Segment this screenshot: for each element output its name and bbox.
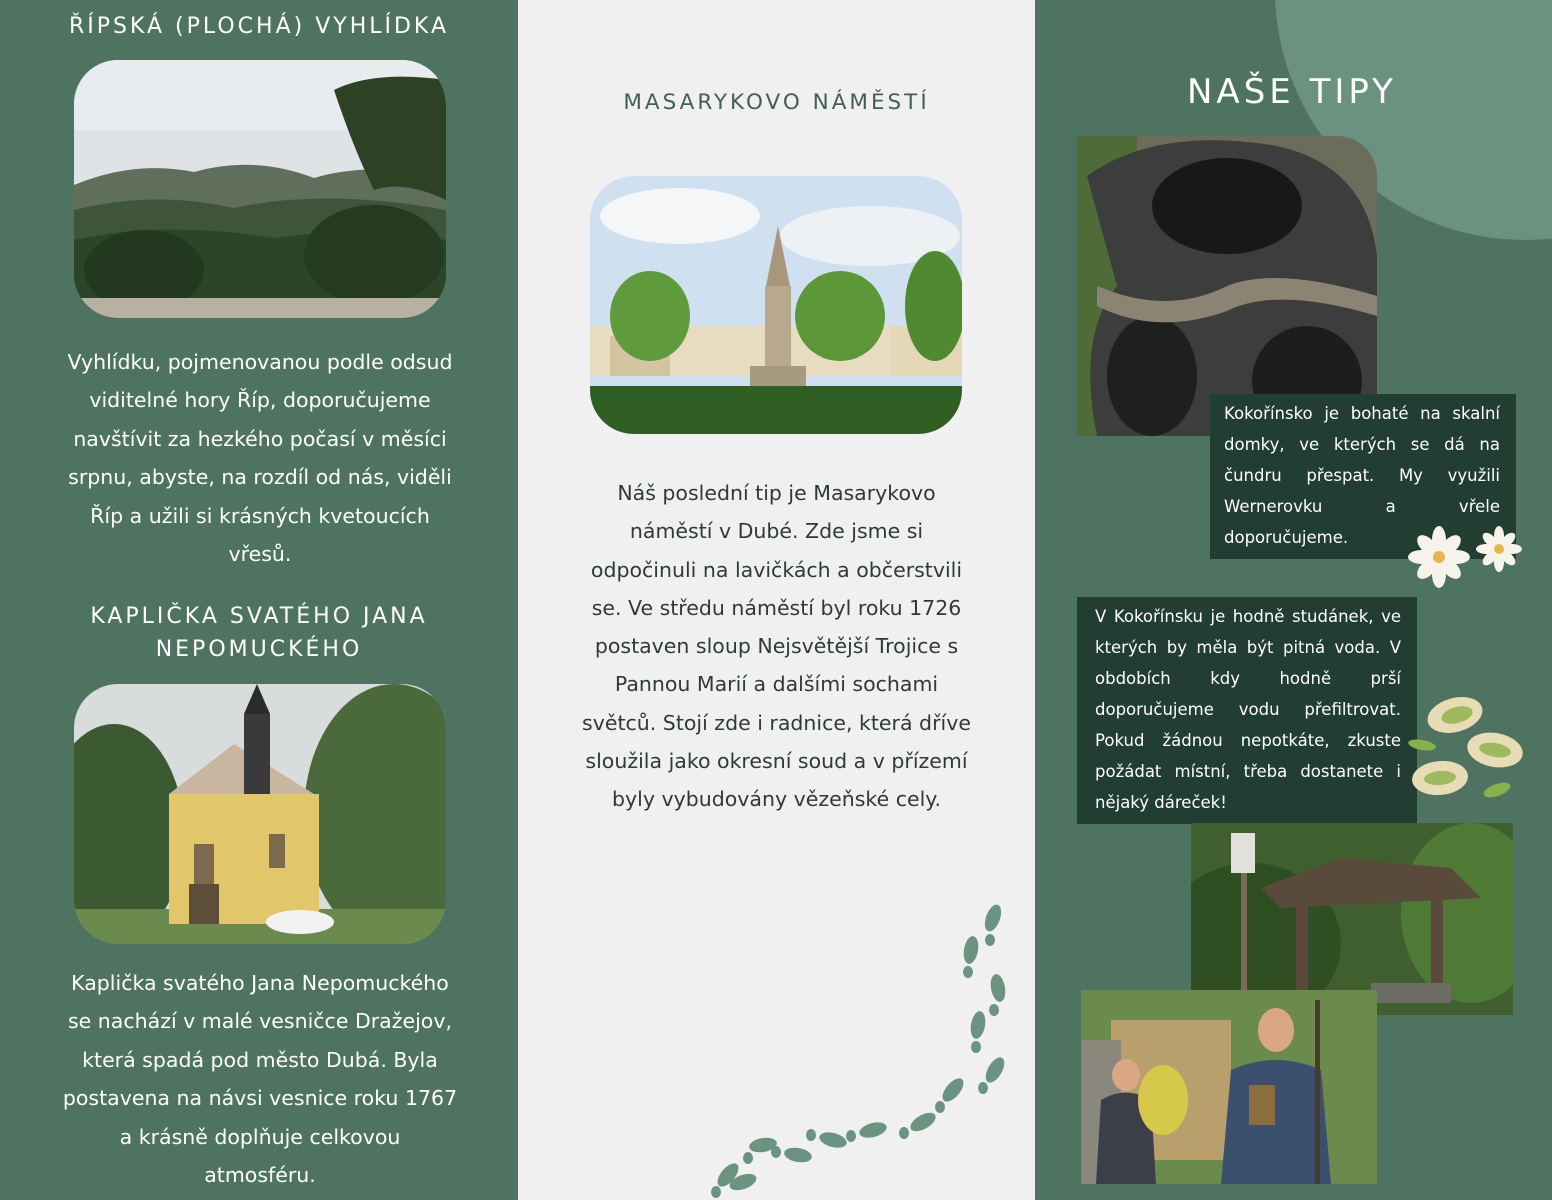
photo-turiste — [1081, 990, 1377, 1184]
photo-skalni-domek — [1077, 136, 1377, 436]
photo-studanka — [1191, 823, 1513, 1015]
section-title-masarykovo-namesti: MASARYKOVO NÁMĚSTÍ — [623, 90, 930, 115]
photo-ripska-vyhlidka — [74, 60, 446, 318]
daisy-flower-icon — [1407, 522, 1527, 592]
pistachio-icon — [1405, 690, 1525, 805]
section-title-kaplicka-line2: NEPOMUCKÉHO — [155, 637, 363, 662]
footprints-icon — [688, 900, 1028, 1200]
section-title-kaplicka-line1: KAPLIČKA SVATÉHO JANA — [90, 604, 428, 629]
photo-kaplicka — [74, 684, 446, 944]
text-masarykovo-namesti: Náš poslední tip je Masarykovo náměstí v Dubé. Zde jsme si odpočinuli na lavičkách a občerstvili se. Ve středu náměstí byl roku 1726 postaven sloup Nejsvětější Trojice s Pannou Marií a dalšími sochami světců. Stojí zde i radnice, která dříve sloužila jako okresní soud a v přízemí byly vybudovány vězeňské cely. — [582, 481, 971, 812]
text-ripska-vyhlidka: Vyhlídku, pojmenovanou podle odsud viditelné hory Říp, doporučujeme navštívit za hezkého počasí v měsíci srpnu, abyste, na rozdíl od nás, viděli Říp a užili si krásných kvetoucích vřesů. — [67, 350, 453, 567]
section-title-ripska-vyhlidka: ŘÍPSKÁ (PLOCHÁ) VYHLÍDKA — [68, 14, 450, 39]
page-title-nase-tipy: NAŠE TIPY — [1187, 72, 1397, 112]
middle-panel — [518, 0, 1035, 1200]
left-panel — [0, 0, 518, 1200]
text-kaplicka: Kaplička svatého Jana Nepomuckého se nachází v malé vesničce Dražejov, která spadá pod město Dubá. Byla postavena na návsi vesnice roku 1767 a krásně doplňuje celkovou atmosféru. — [62, 971, 458, 1188]
photo-masarykovo-namesti — [590, 176, 962, 434]
tip-box-skalni-domky: Kokořínsko je bohaté na skalní domky, ve kterých se dá na čundru přespat. My využili Wernerovku a vřele doporučujeme. — [1210, 394, 1516, 559]
right-panel — [1035, 0, 1552, 1200]
tip-box-studanky: V Kokořínsku je hodně studánek, ve kterých by měla být pitná voda. V obdobích kdy hodně prší doporučujeme vodu přefiltrovat. Pokud žádnou nepotkáte, zkuste požádat místní, třeba dostanete i nějaký dáreček! — [1077, 597, 1417, 824]
